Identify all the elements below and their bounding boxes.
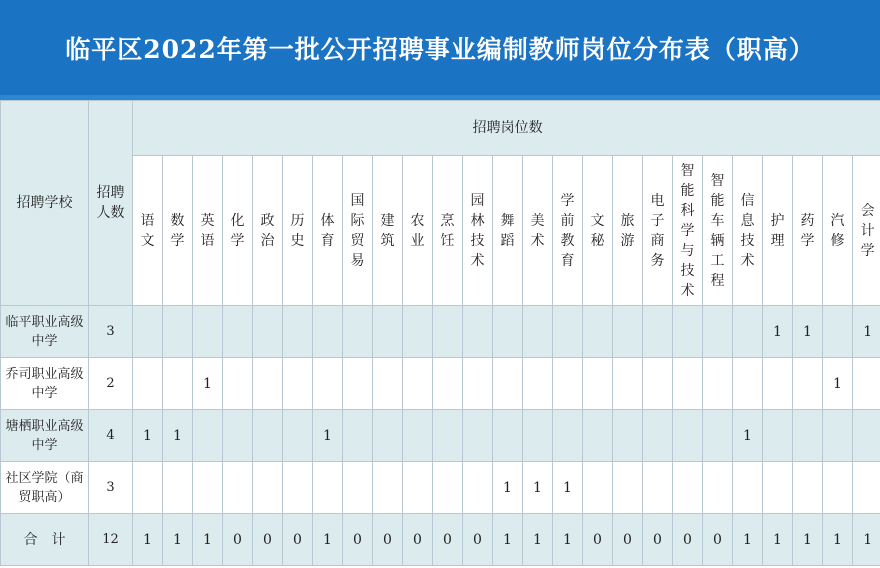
subject-header-text: 电子商务 [650, 192, 665, 269]
position-cell [763, 358, 793, 410]
position-cell [313, 462, 343, 514]
position-cell [193, 410, 223, 462]
position-cell [463, 358, 493, 410]
total-cell: 1 [523, 514, 553, 566]
subject-header [313, 156, 343, 306]
total-cell: 1 [733, 514, 763, 566]
position-cell: 1 [793, 306, 823, 358]
position-cell [583, 358, 613, 410]
positions-group-header: 招聘岗位数 [133, 101, 880, 156]
position-cell [643, 306, 673, 358]
subject-header-text: 园林技术 [470, 192, 485, 269]
position-cell [733, 462, 763, 514]
position-cell [253, 306, 283, 358]
position-cell [433, 306, 463, 358]
subject-header-text: 语文 [140, 212, 155, 249]
position-cell [163, 358, 193, 410]
count-header-text: 招聘人数 [96, 185, 125, 221]
position-cell [343, 358, 373, 410]
subject-header-text: 旅游 [620, 212, 635, 249]
position-cell [793, 462, 823, 514]
position-cell [673, 462, 703, 514]
header-row-group [1, 101, 880, 156]
position-cell [373, 358, 403, 410]
position-cell [493, 358, 523, 410]
position-cell: 1 [823, 358, 853, 410]
position-cell [493, 306, 523, 358]
subject-header [583, 156, 613, 306]
position-cell [433, 358, 463, 410]
total-row [1, 514, 880, 566]
position-cell [463, 410, 493, 462]
subject-header-text: 会计学 [860, 202, 875, 259]
position-cell [493, 410, 523, 462]
hire-count: 4 [89, 410, 133, 462]
position-cell [163, 462, 193, 514]
position-cell [793, 410, 823, 462]
subject-header [163, 156, 193, 306]
total-count: 12 [89, 514, 133, 566]
position-cell: 1 [853, 306, 880, 358]
position-cell [703, 462, 733, 514]
total-cell: 1 [553, 514, 583, 566]
position-cell [673, 358, 703, 410]
subject-header-text: 政治 [260, 212, 275, 249]
position-cell [193, 462, 223, 514]
count-header [89, 101, 133, 306]
subject-header-text: 体育 [320, 212, 335, 249]
total-cell: 0 [373, 514, 403, 566]
header-row-subjects [1, 156, 880, 306]
position-cell: 1 [553, 462, 583, 514]
total-cell: 0 [583, 514, 613, 566]
position-cell [223, 306, 253, 358]
position-cell [283, 410, 313, 462]
subject-header-text: 化学 [230, 212, 245, 249]
position-cell [673, 410, 703, 462]
subject-header-text: 美术 [530, 212, 545, 249]
position-cell [733, 358, 763, 410]
total-cell: 0 [703, 514, 733, 566]
subject-header-text: 药学 [800, 212, 815, 249]
total-cell: 0 [343, 514, 373, 566]
position-cell [373, 410, 403, 462]
position-cell [283, 358, 313, 410]
position-cell [553, 306, 583, 358]
position-cell [553, 410, 583, 462]
subject-header [763, 156, 793, 306]
title-text: 临平区2022年第一批公开招聘事业编制教师岗位分布表（职高） [65, 34, 815, 64]
position-cell [703, 358, 733, 410]
position-cell: 1 [163, 410, 193, 462]
subject-header-text: 文秘 [590, 212, 605, 249]
position-cell [703, 306, 733, 358]
position-cell [343, 306, 373, 358]
total-cell: 0 [643, 514, 673, 566]
position-cell [463, 462, 493, 514]
subject-header [463, 156, 493, 306]
subject-header-text: 烹饪 [440, 212, 455, 249]
subject-header [343, 156, 373, 306]
position-cell [853, 358, 880, 410]
total-cell: 0 [283, 514, 313, 566]
total-cell: 1 [793, 514, 823, 566]
position-cell [283, 462, 313, 514]
position-cell [373, 306, 403, 358]
hire-count: 3 [89, 306, 133, 358]
position-cell [223, 462, 253, 514]
position-cell [433, 410, 463, 462]
position-cell [553, 358, 583, 410]
position-cell: 1 [763, 306, 793, 358]
position-cell [583, 410, 613, 462]
subject-header [253, 156, 283, 306]
school-name: 社区学院（商贸职高） [1, 462, 89, 514]
subject-header-text: 信息技术 [740, 192, 755, 269]
total-cell: 0 [223, 514, 253, 566]
table-row [1, 358, 880, 410]
position-cell [583, 306, 613, 358]
position-cell [853, 462, 880, 514]
position-table [0, 100, 880, 566]
position-cell [823, 410, 853, 462]
position-cell [133, 462, 163, 514]
position-cell [643, 358, 673, 410]
position-cell [343, 410, 373, 462]
position-cell [433, 462, 463, 514]
total-cell: 0 [253, 514, 283, 566]
position-cell [733, 306, 763, 358]
position-cell [613, 358, 643, 410]
subject-header [673, 156, 703, 306]
position-cell [373, 462, 403, 514]
total-cell: 0 [433, 514, 463, 566]
total-cell: 0 [463, 514, 493, 566]
subject-header [283, 156, 313, 306]
subject-header [223, 156, 253, 306]
position-cell [283, 306, 313, 358]
school-header: 招聘学校 [1, 101, 89, 306]
school-name: 塘栖职业高级中学 [1, 410, 89, 462]
position-cell [163, 306, 193, 358]
position-cell [343, 462, 373, 514]
total-cell: 1 [823, 514, 853, 566]
position-cell: 1 [733, 410, 763, 462]
total-cell: 1 [193, 514, 223, 566]
position-cell [253, 462, 283, 514]
subject-header-text: 国际贸易 [350, 192, 365, 269]
subject-header-text: 汽修 [830, 212, 845, 249]
position-cell [223, 410, 253, 462]
table-row [1, 306, 880, 358]
subject-header [433, 156, 463, 306]
subject-header-text: 建筑 [380, 212, 395, 249]
position-cell [793, 358, 823, 410]
subject-header-text: 智能车辆工程 [710, 172, 725, 289]
position-cell [403, 358, 433, 410]
position-cell [763, 410, 793, 462]
subject-header [793, 156, 823, 306]
subject-header [193, 156, 223, 306]
subject-header [373, 156, 403, 306]
subject-header [733, 156, 763, 306]
page-title [0, 0, 880, 95]
position-cell: 1 [193, 358, 223, 410]
position-cell [643, 462, 673, 514]
subject-header-text: 农业 [410, 212, 425, 249]
position-cell [853, 410, 880, 462]
position-cell [133, 306, 163, 358]
subject-header [133, 156, 163, 306]
position-cell [523, 358, 553, 410]
subject-header [553, 156, 583, 306]
total-cell: 1 [853, 514, 880, 566]
subject-header-text: 英语 [200, 212, 215, 249]
table-row [1, 462, 880, 514]
position-cell [823, 306, 853, 358]
position-cell [313, 358, 343, 410]
position-cell [703, 410, 733, 462]
total-label: 合 计 [1, 514, 89, 566]
school-name: 乔司职业高级中学 [1, 358, 89, 410]
subject-header [523, 156, 553, 306]
total-cell: 0 [673, 514, 703, 566]
subject-header [613, 156, 643, 306]
table-row [1, 410, 880, 462]
position-cell [583, 462, 613, 514]
subject-header [823, 156, 853, 306]
school-name: 临平职业高级中学 [1, 306, 89, 358]
subject-header [403, 156, 433, 306]
position-cell [223, 358, 253, 410]
position-cell [643, 410, 673, 462]
subject-header-text: 历史 [290, 212, 305, 249]
subject-header-text: 数学 [170, 212, 185, 249]
hire-count: 2 [89, 358, 133, 410]
total-cell: 0 [613, 514, 643, 566]
position-cell: 1 [313, 410, 343, 462]
position-cell [403, 306, 433, 358]
position-cell [463, 306, 493, 358]
position-cell [613, 462, 643, 514]
position-cell [823, 462, 853, 514]
total-cell: 1 [313, 514, 343, 566]
position-cell: 1 [493, 462, 523, 514]
position-cell [313, 306, 343, 358]
subject-header [643, 156, 673, 306]
position-cell [523, 410, 553, 462]
position-cell [613, 410, 643, 462]
total-cell: 1 [133, 514, 163, 566]
position-cell: 1 [133, 410, 163, 462]
subject-header [493, 156, 523, 306]
position-cell [193, 306, 223, 358]
position-cell [673, 306, 703, 358]
position-cell [253, 358, 283, 410]
subject-header [853, 156, 880, 306]
position-cell [763, 462, 793, 514]
position-cell [403, 410, 433, 462]
subject-header [703, 156, 733, 306]
position-cell [403, 462, 433, 514]
subject-header-text: 舞蹈 [500, 212, 515, 249]
subject-header-text: 学前教育 [560, 192, 575, 269]
total-cell: 0 [403, 514, 433, 566]
position-cell [133, 358, 163, 410]
position-cell [613, 306, 643, 358]
position-cell [253, 410, 283, 462]
subject-header-text: 智能科学与技术 [680, 162, 695, 299]
total-cell: 1 [763, 514, 793, 566]
position-cell [523, 306, 553, 358]
total-cell: 1 [493, 514, 523, 566]
total-cell: 1 [163, 514, 193, 566]
hire-count: 3 [89, 462, 133, 514]
position-cell: 1 [523, 462, 553, 514]
subject-header-text: 护理 [770, 212, 785, 249]
